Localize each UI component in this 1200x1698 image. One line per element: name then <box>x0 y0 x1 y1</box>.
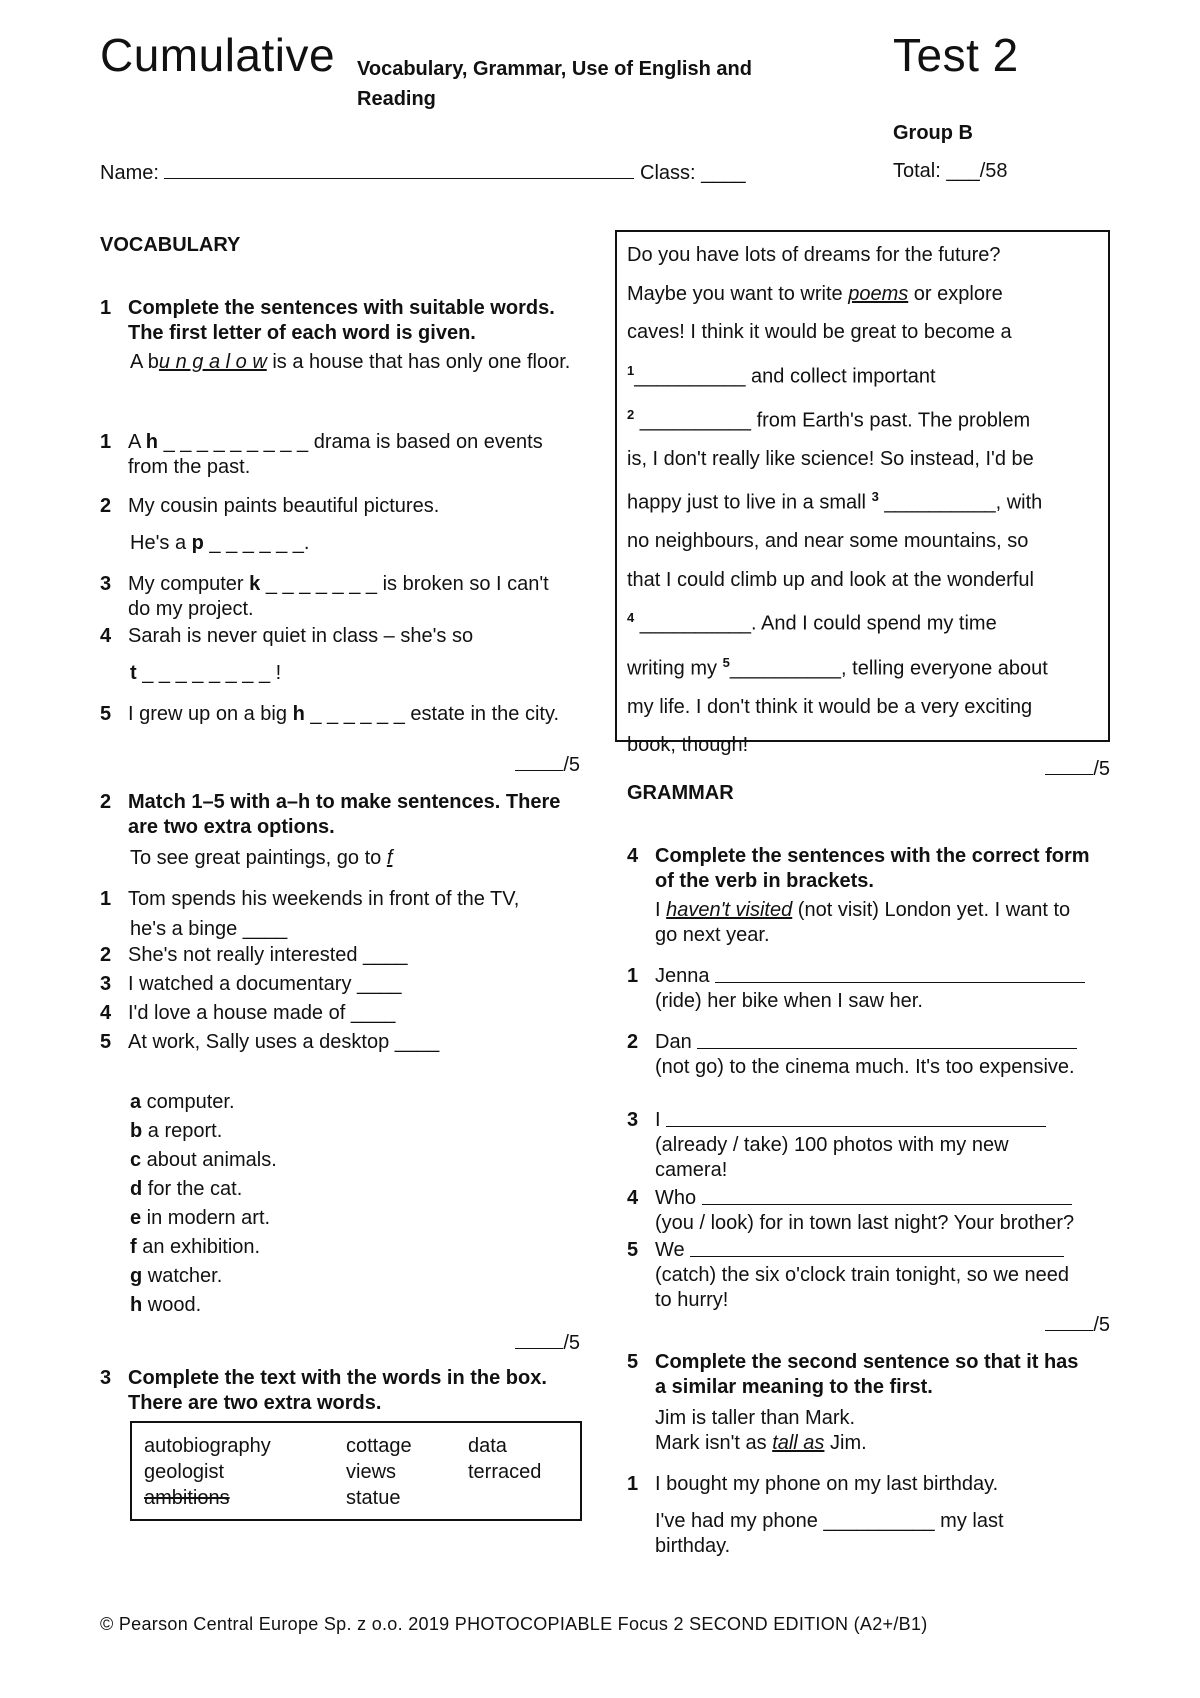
answer-line[interactable] <box>697 1030 1077 1049</box>
ex1-item-2: 2 My cousin paints beautiful pictures. He's a p _ _ _ _ _ _. <box>100 495 440 554</box>
text-gap-1[interactable]: __________ <box>634 365 746 388</box>
ex2-item-4: 4 I'd love a house made of ____ <box>100 1002 396 1024</box>
exercise-instruction: Complete the second sentence so that it has a similar meaning to the first. <box>655 1351 1079 1398</box>
ex1-item-4: 4 Sarah is never quiet in class – she's so t _ _ _ _ _ _ _ _ ! <box>100 625 474 684</box>
text-gap-2[interactable]: __________ <box>639 409 752 432</box>
example: To see great paintings, go to f <box>130 847 393 869</box>
group-label: Group B <box>893 122 973 144</box>
option-g: g watcher. <box>130 1265 223 1287</box>
text-gap-3[interactable]: __________ <box>884 491 996 514</box>
example-answer: u n g a l o w <box>158 351 267 373</box>
example-answer: f <box>386 847 393 869</box>
exercise-instruction: Complete the text with the words in the box. There are two extra words. <box>128 1367 547 1414</box>
word-box <box>130 1421 582 1521</box>
ex2-item-1: 1 Tom spends his weekends in front of the TV, he's a binge ____ <box>100 884 580 944</box>
section-heading-vocabulary: VOCABULARY <box>100 234 241 256</box>
example: Jim is taller than Mark. Mark isn't as tall as Jim. <box>655 1407 867 1454</box>
title-subtitle <box>357 54 752 114</box>
option-f: f an exhibition. <box>130 1236 261 1258</box>
score-field[interactable] <box>1045 756 1093 775</box>
option-c: c about animals. <box>130 1149 277 1171</box>
score-field[interactable] <box>515 752 563 771</box>
ex2-item-3: 3 I watched a documentary ____ <box>100 973 402 995</box>
total-field[interactable]: ___ <box>946 160 980 182</box>
class-field[interactable]: ____ <box>701 162 746 184</box>
answer-gap[interactable]: I'd love a house made of ____ <box>128 1002 396 1024</box>
ex4-item-1: 1 Jenna (ride) her bike when I saw her. <box>627 964 1097 1014</box>
exercise-1 <box>100 296 580 375</box>
answer-gap[interactable]: I watched a documentary ____ <box>128 973 402 995</box>
ex2-item-5: 5 At work, Sally uses a desktop ____ <box>100 1031 440 1053</box>
name-field[interactable] <box>164 160 634 179</box>
ex4-item-4: 4 Who (you / look) for in town last night? Your brother? <box>627 1187 1075 1234</box>
exercise-5: 5 Complete the second sentence so that it has a similar meaning to the first. Jim is taller than Mark. Mark isn't as tall as Jim. <box>627 1350 1107 1456</box>
exercise-instruction: Match 1–5 with a–h to make sentences. There are two extra options. <box>128 791 561 838</box>
reading-text-box: Do you have lots of dreams for the future? Maybe you want to write poems or explore caves! I think it would be great to become a $^1$__________ and collect important $^2$ __________ from Earth's past. The problem is, I don't really like science! So instead, I'd be happy just to live in a small $^3$ __________, with no neighbours, and near some mountains, so that I could climb up and look at the wonderful $^4$ __________. And I could spend my time writing my $^5$__________, telling everyone about my life. I don't think it would be a very exciting book, though! <box>615 230 1110 742</box>
section-heading-grammar: GRAMMAR <box>627 782 734 804</box>
ex5-item-1: 1 I bought my phone on my last birthday. I've had my phone __________ my last birthday. <box>627 1473 1004 1557</box>
word-box-col1: autobiography geologist ambitions <box>144 1435 271 1509</box>
ex4-item-2: 2 Dan (not go) to the cinema much. It's too expensive. <box>627 1030 1097 1080</box>
title-subtitle-line1: Vocabulary, Grammar, Use of English and <box>357 58 752 80</box>
score-field[interactable] <box>515 1330 563 1349</box>
ex1-item-5: 5 I grew up on a big h _ _ _ _ _ _ estate in the city. <box>100 703 560 725</box>
option-d: d for the cat. <box>130 1178 243 1200</box>
ex2-item-2: 2 She's not really interested ____ <box>100 944 408 966</box>
answer-line[interactable] <box>702 1186 1072 1205</box>
answer-gap[interactable]: _ _ _ _ _ _. <box>203 532 310 554</box>
option-b: b a report. <box>130 1120 223 1142</box>
total-max: /58 <box>979 160 1008 182</box>
example-answer: poems <box>848 282 909 305</box>
name-label: Name: <box>100 162 159 184</box>
text-gap-4[interactable]: __________ <box>639 613 752 636</box>
answer-gap[interactable]: he's a binge ____ <box>130 918 288 940</box>
answer-line[interactable] <box>666 1108 1046 1127</box>
example: A bu n g a l o w is a house that has only one floor. <box>130 351 571 373</box>
total-label: Total: <box>893 160 941 182</box>
footer-copyright: © Pearson Central Europe Sp. z o.o. 2019 PHOTOCOPIABLE Focus 2 SECOND EDITION (A2+/B1) <box>100 1614 928 1634</box>
option-a: a computer. <box>130 1091 235 1113</box>
word-box-col3: data terraced <box>468 1435 542 1483</box>
test-label: Test 2 <box>893 29 1019 81</box>
answer-gap[interactable]: _ _ _ _ _ _ _ <box>260 573 383 595</box>
answer-gap[interactable]: __________ <box>823 1510 935 1532</box>
ex2-options <box>130 1088 277 1320</box>
class-label: Class: <box>640 162 696 184</box>
crossed-out-word: ambitions <box>144 1487 230 1509</box>
answer-gap[interactable]: She's not really interested ____ <box>128 944 408 966</box>
answer-line[interactable] <box>715 964 1085 983</box>
ex4-item-3: 3 I (already / take) 100 photos with my new camera! <box>627 1108 1097 1183</box>
answer-line[interactable] <box>690 1238 1064 1257</box>
total-row <box>893 160 1008 183</box>
exercise-2: 2 Match 1–5 with a–h to make sentences. There are two extra options. To see great paintings, go to f <box>100 790 580 871</box>
answer-gap[interactable]: _ _ _ _ _ _ _ _ _ <box>158 431 314 453</box>
example-answer: tall as <box>772 1432 825 1454</box>
example-answer: haven't visited <box>666 899 793 921</box>
exercise-4: 4 Complete the sentences with the correct form of the verb in brackets. I haven't visited (not visit) London yet. I want to go next year. <box>627 844 1107 948</box>
option-h: h wood. <box>130 1294 202 1316</box>
score-ex4: /5 <box>998 1312 1110 1337</box>
example: I haven't visited (not visit) London yet. I want to go next year. <box>655 899 1071 946</box>
title-main: Cumulative <box>100 29 336 81</box>
answer-gap[interactable]: _ _ _ _ _ _ _ _ ! <box>136 662 282 684</box>
exercise-number: 1 <box>100 297 112 319</box>
score-field[interactable] <box>1045 1312 1093 1331</box>
answer-gap[interactable]: At work, Sally uses a desktop ____ <box>128 1031 440 1053</box>
ex1-item-1: 1 A h _ _ _ _ _ _ _ _ _ drama is based on events from the past. <box>100 431 543 478</box>
score-ex2: /5 <box>470 1330 580 1355</box>
exercise-instruction: Complete the sentences with suitable words. The first letter of each word is given. <box>128 297 555 344</box>
score-ex1: /5 <box>470 752 580 777</box>
ex1-item-3: 3 My computer k _ _ _ _ _ _ _ is broken so I can't do my project. <box>100 573 549 620</box>
exercise-3: 3 Complete the text with the words in the box. There are two extra words. <box>100 1366 580 1416</box>
exercise-instruction: Complete the sentences with the correct form of the verb in brackets. <box>655 845 1090 892</box>
option-e: e in modern art. <box>130 1207 271 1229</box>
text-gap-5[interactable]: __________ <box>729 657 842 680</box>
title-subtitle-line2: Reading <box>357 88 436 110</box>
ex4-item-5: 5 We (catch) the six o'clock train tonight, so we need to hurry! <box>627 1239 1070 1311</box>
word-box-col2: cottage views statue <box>346 1435 412 1509</box>
answer-gap[interactable]: _ _ _ _ _ _ <box>304 703 411 725</box>
score-ex3: /5 <box>998 756 1110 781</box>
name-row <box>100 160 746 185</box>
